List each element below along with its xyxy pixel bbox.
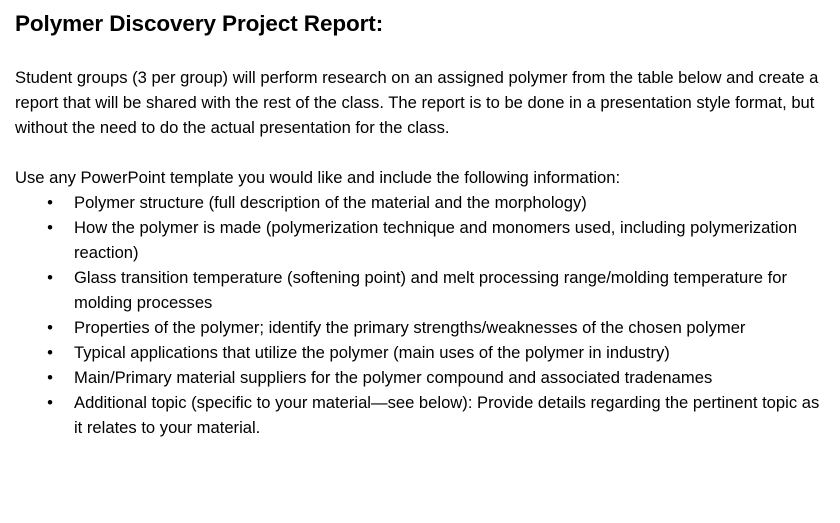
- list-item-text: How the polymer is made (polymerization technique and monomers used, including polymerization reaction): [74, 218, 798, 262]
- list-item-text: Glass transition temperature (softening point) and melt processing range/molding temperature for molding processes: [74, 268, 787, 312]
- document-title: Polymer Discovery Project Report:: [15, 11, 384, 36]
- bullet-icon: •: [47, 218, 53, 237]
- intro-paragraph: Student groups (3 per group) will perform research on an assigned polymer from the table below and create a report that will be shared with the rest of the class. The report is to be done in a presentation style format, but without the need to do the actual presentation for the class.: [15, 68, 819, 137]
- bullet-icon: •: [47, 193, 53, 212]
- list-item: [15, 315, 830, 340]
- list-item-text: Typical applications that utilize the polymer (main uses of the polymer in industry): [74, 343, 670, 362]
- list-item: [15, 190, 830, 215]
- document: [15, 8, 830, 440]
- list-item: [15, 265, 830, 315]
- list-item-text: Additional topic (specific to your material—see below): Provide details regarding the pertinent topic as it relates to your material.: [74, 393, 820, 437]
- list-item-text: Main/Primary material suppliers for the polymer compound and associated tradenames: [74, 368, 713, 387]
- bullet-icon: •: [47, 393, 53, 412]
- required-information-list: [15, 190, 830, 440]
- list-item: [15, 365, 830, 390]
- instructions-lead: Use any PowerPoint template you would like and include the following information:: [15, 168, 621, 187]
- bullet-icon: •: [47, 318, 53, 337]
- bullet-icon: •: [47, 368, 53, 387]
- list-item: [15, 390, 830, 440]
- list-item: [15, 215, 830, 265]
- bullet-icon: •: [47, 343, 53, 362]
- list-item: [15, 340, 830, 365]
- list-item-text: Properties of the polymer; identify the primary strengths/weaknesses of the chosen polymer: [74, 318, 746, 337]
- bullet-icon: •: [47, 268, 53, 287]
- list-item-text: Polymer structure (full description of the material and the morphology): [74, 193, 587, 212]
